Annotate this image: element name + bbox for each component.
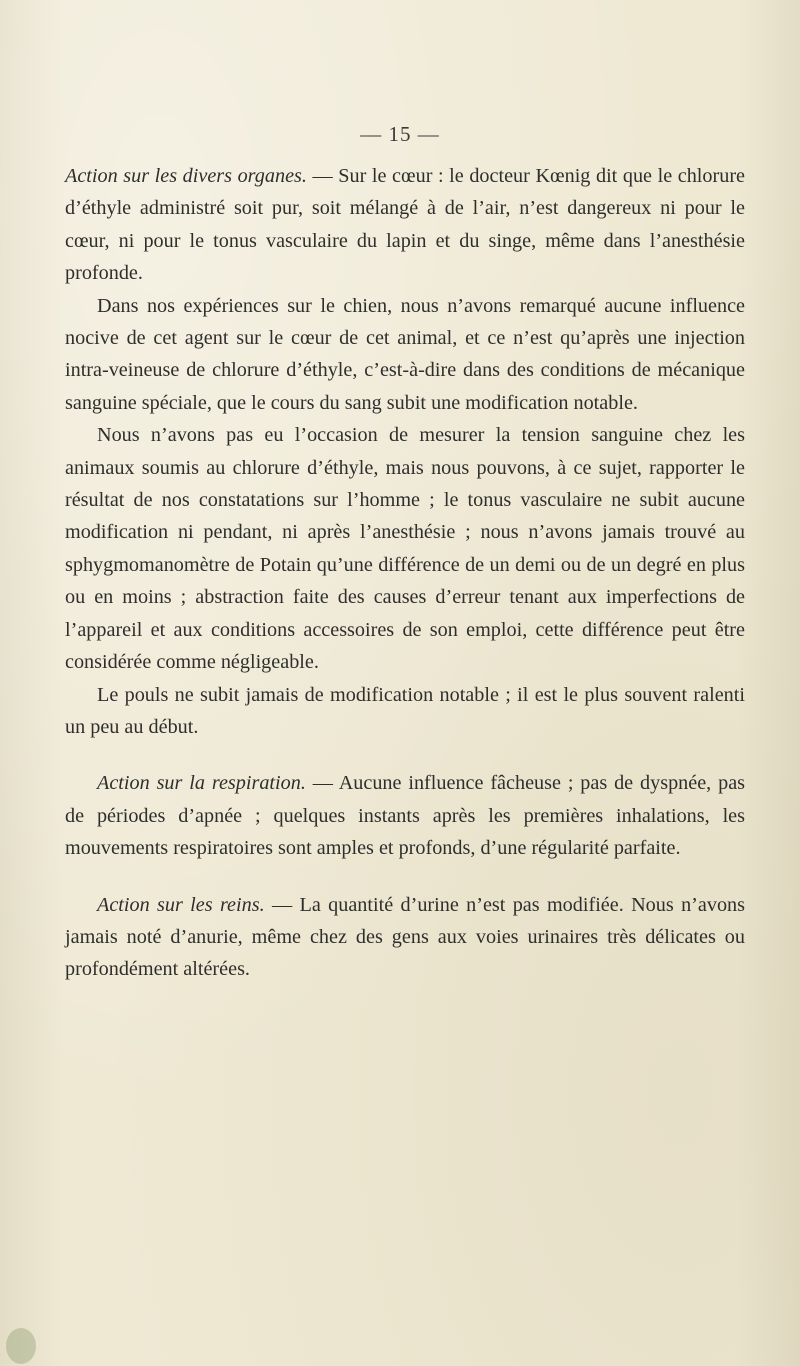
paragraph-pulse (65, 679, 745, 744)
paragraph-text: Le pouls ne subit jamais de modification notable ; il est le plus souvent ralenti un peu au début. (65, 683, 745, 738)
paragraph-text: — Aucune influence fâcheuse ; pas de dyspnée, pas de périodes d’apnée ; quelques instants après les premières inhalations, les mouvements respiratoires sont amples et profonds, d’une régularité parfaite. (65, 772, 746, 860)
paragraph-text: — Sur le cœur : le docteur Kœnig dit que le chlorure d’éthyle administré soit pur, soit mélangé à de l’air, n’est dangereux ni pour le cœur, ni pour le tonus vasculaire du lapin et du singe, même dans l’anesthésie profonde. (65, 165, 746, 285)
paragraph-text: Dans nos expériences sur le chien, nous n’avons remarqué aucune influence nocive de cet agent sur le cœur de cet animal, et ce n’est qu’après une injection intra-veineuse de chlorure d’éthyle, c’est-à-dire dans des conditions de mécanique sanguine spéciale, que le cours du sang subit une modification notable. (65, 294, 745, 414)
section-heading: Action sur les divers organes. (65, 165, 307, 187)
paper-stain (6, 1328, 36, 1364)
body-text (65, 160, 745, 986)
section-heading: Action sur les reins. (97, 893, 265, 916)
paragraph-text: Nous n’avons pas eu l’occasion de mesurer la tension sanguine chez les animaux soumis au chlorure d’éthyle, mais nous pouvons, à ce sujet, rapporter le résultat de nos constatations sur l’homme ; le tonus vasculaire ne subit aucune modification ni pendant, ni après l’anesthésie ; nous n’avons jamais trouvé au sphygmomanomètre de Potain qu’une différence de un demi ou de un degré en plus ou en moins ; abstraction faite des causes d’erreur tenant aux imperfections de l’appareil et aux conditions accessoires de son emploi, cette différence peut être considérée comme négligeable. (65, 424, 745, 674)
section-heading: Action sur la respiration. (97, 772, 306, 795)
paragraph-respiration (65, 767, 745, 864)
paragraph-text: — La quantité d’urine n’est pas modifiée. Nous n’avons jamais noté d’anurie, même chez des gens aux voies urinaires très délicates ou profondément altérées. (65, 893, 745, 981)
paragraph-heart (65, 160, 745, 290)
paragraph-blood-pressure (65, 419, 745, 678)
paragraph-kidneys (65, 889, 745, 986)
page-number: — 15 — (360, 122, 440, 146)
paragraph-dog-experiments (65, 290, 745, 420)
